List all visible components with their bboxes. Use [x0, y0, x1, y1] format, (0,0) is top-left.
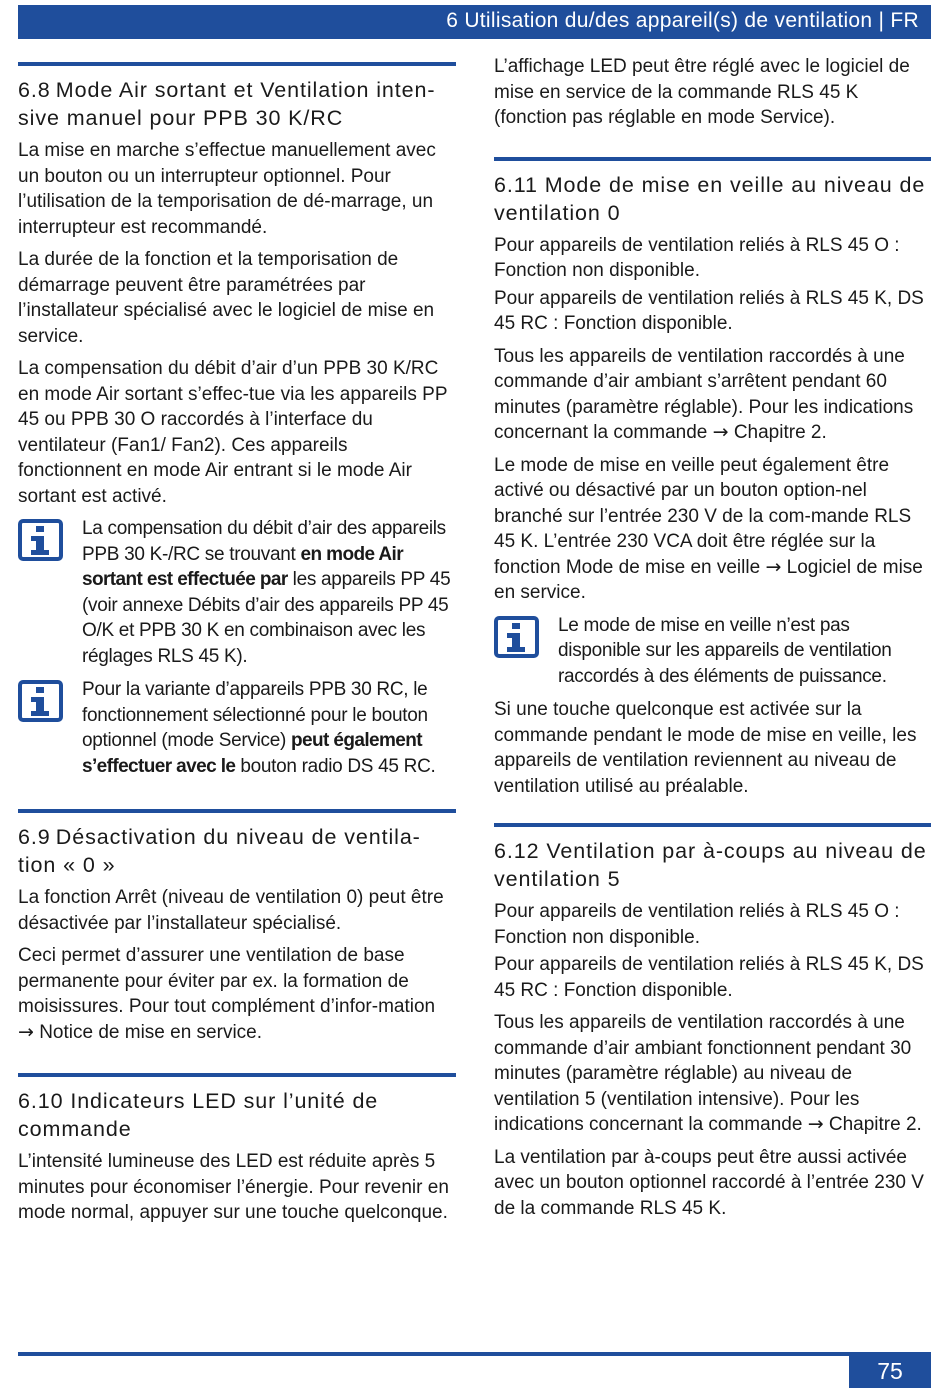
section-6-10-title: 6.10 Indicateurs LED sur l’unité de commande [18, 1089, 379, 1141]
section-rule [18, 1073, 456, 1077]
paragraph: La mise en marche s’effectue manuellement avec un bouton ou un interrupteur optionnel. Pour l’utilisation de la temporisation de dé-marrage, un interrupteur est recommandé. [18, 140, 436, 238]
right-column [494, 54, 931, 1228]
paragraph: Si une touche quelconque est activée sur la commande pendant le mode de mise en veille, les appareils de ventilation reviennent au niveau de ventilation utilisé au préalable. [494, 699, 917, 797]
info-icon [18, 519, 63, 561]
paragraph: Pour appareils de ventilation reliés à RLS 45 K, DS 45 RC : Fonction disponible. [494, 287, 924, 334]
arrow-icon: → [765, 555, 782, 578]
footer-rule [18, 1352, 931, 1356]
paragraph: La durée de la fonction et la temporisation de démarrage peuvent être paramétrées par l’installateur spécialisé avec le logiciel de mise en service. [18, 249, 435, 347]
section-rule [494, 823, 931, 827]
arrow-icon: → [807, 1113, 824, 1135]
paragraph: Pour appareils de ventilation reliés à RLS 45 O : Fonction non disponible. [494, 901, 900, 948]
section-rule [18, 62, 456, 66]
info-icon [18, 680, 63, 722]
paragraph: Pour appareils de ventilation reliés à RLS 45 K, DS 45 RC : Fonction disponible. [494, 954, 924, 1001]
note-text: Le mode de mise en veille n’est pas disponible sur les appareils de ventilation raccordés à des éléments de puissance. [558, 614, 892, 687]
arrow-icon: → [712, 421, 729, 443]
paragraph: L’affichage LED peut être réglé avec le logiciel de mise en service de la commande RLS 45 K (fonction pas réglable en mode Service). [494, 56, 910, 128]
page-header [18, 5, 931, 39]
paragraph: La ventilation par à-coups peut être aussi activée avec un bouton optionnel raccordé à l’entrée 230 V de la commande RLS 45 K. [494, 1146, 924, 1219]
paragraph: Tous les appareils de ventilation raccordés à une commande d’air ambiant fonctionnent pendant 30 minutes (paramètre réglable) au niveau de ventilation 5 (ventilation intensive). Pour les indications concernant la commande → Chapitre 2. [494, 1012, 922, 1135]
section-rule [494, 157, 931, 161]
paragraph: Tous les appareils de ventilation raccordés à une commande d’air ambiant s’arrêtent pendant 60 minutes (paramètre réglable). Pour les indications concernant la commande → Chapitre 2. [494, 345, 914, 443]
paragraph: Ceci permet d’assurer une ventilation de base permanente pour éviter par ex. la formation de moisissures. Pour tout complément d’infor-mation → Notice de mise en service. [18, 945, 436, 1043]
section-6-8-title: 6.8 Mode Air sortant et Ventilation inten- sive manuel pour PPB 30 K/RC [18, 78, 436, 130]
info-note [18, 516, 456, 669]
note-text: La compensation du débit d’air des appareils PPB 30 K-/RC se trouvant en mode Air sortant est effectuée par les appareils PP 45 (voir annexe Débits d’air des appareils PP 45 O/K et PPB 30 K en combinaison avec les réglages RLS 45 K). [82, 518, 451, 667]
page-number: 75 [849, 1352, 931, 1388]
paragraph: Le mode de mise en veille peut également être activé ou désactivé par un bouton option-nel branché sur l’entrée 230 V de la com-mande RLS 45 K. L’entrée 230 VCA doit être réglée sur la fonction Mode de mise en veille → Logiciel de mise en service. [494, 454, 923, 603]
paragraph: L’intensité lumineuse des LED est réduite après 5 minutes pour économiser l’énergie. Pour revenir en mode normal, appuyer sur une touche quelconque. [18, 1151, 449, 1223]
paragraph: La compensation du débit d’air d’un PPB 30 K/RC en mode Air sortant s’effec-tue via les appareils PP 45 ou PPB 30 O raccordés à l’interface du ventilateur (Fan1/ Fan2). Ces appareils fonctionnent en mode Air entrant si le mode Air sortant est activé. [18, 358, 448, 507]
section-6-11-title: 6.11 Mode de mise en veille au niveau de ventilation 0 [494, 172, 926, 225]
note-text: Pour la variante d’appareils PPB 30 RC, le fonctionnement sélectionné pour le bouton optionnel (mode Service) peut également s’effectuer avec le bouton radio DS 45 RC. [82, 679, 436, 777]
left-column [18, 62, 456, 1233]
info-note [494, 613, 931, 690]
section-rule [18, 809, 456, 813]
paragraph: Pour appareils de ventilation reliés à RLS 45 O : Fonction non disponible. [494, 234, 900, 281]
info-icon [494, 616, 539, 658]
section-6-12-title: 6.12 Ventilation par à-coups au niveau de ventilation 5 [494, 839, 927, 891]
paragraph: La fonction Arrêt (niveau de ventilation 0) peut être désactivée par l’installateur spécialisé. [18, 887, 444, 934]
section-6-9-title: 6.9 Désactivation du niveau de ventila- tion « 0 » [18, 825, 421, 877]
header-title: 6 Utilisation du/des appareil(s) de ventilation | FR [446, 9, 919, 32]
info-note [18, 677, 456, 779]
arrow-icon: → [18, 1020, 34, 1043]
